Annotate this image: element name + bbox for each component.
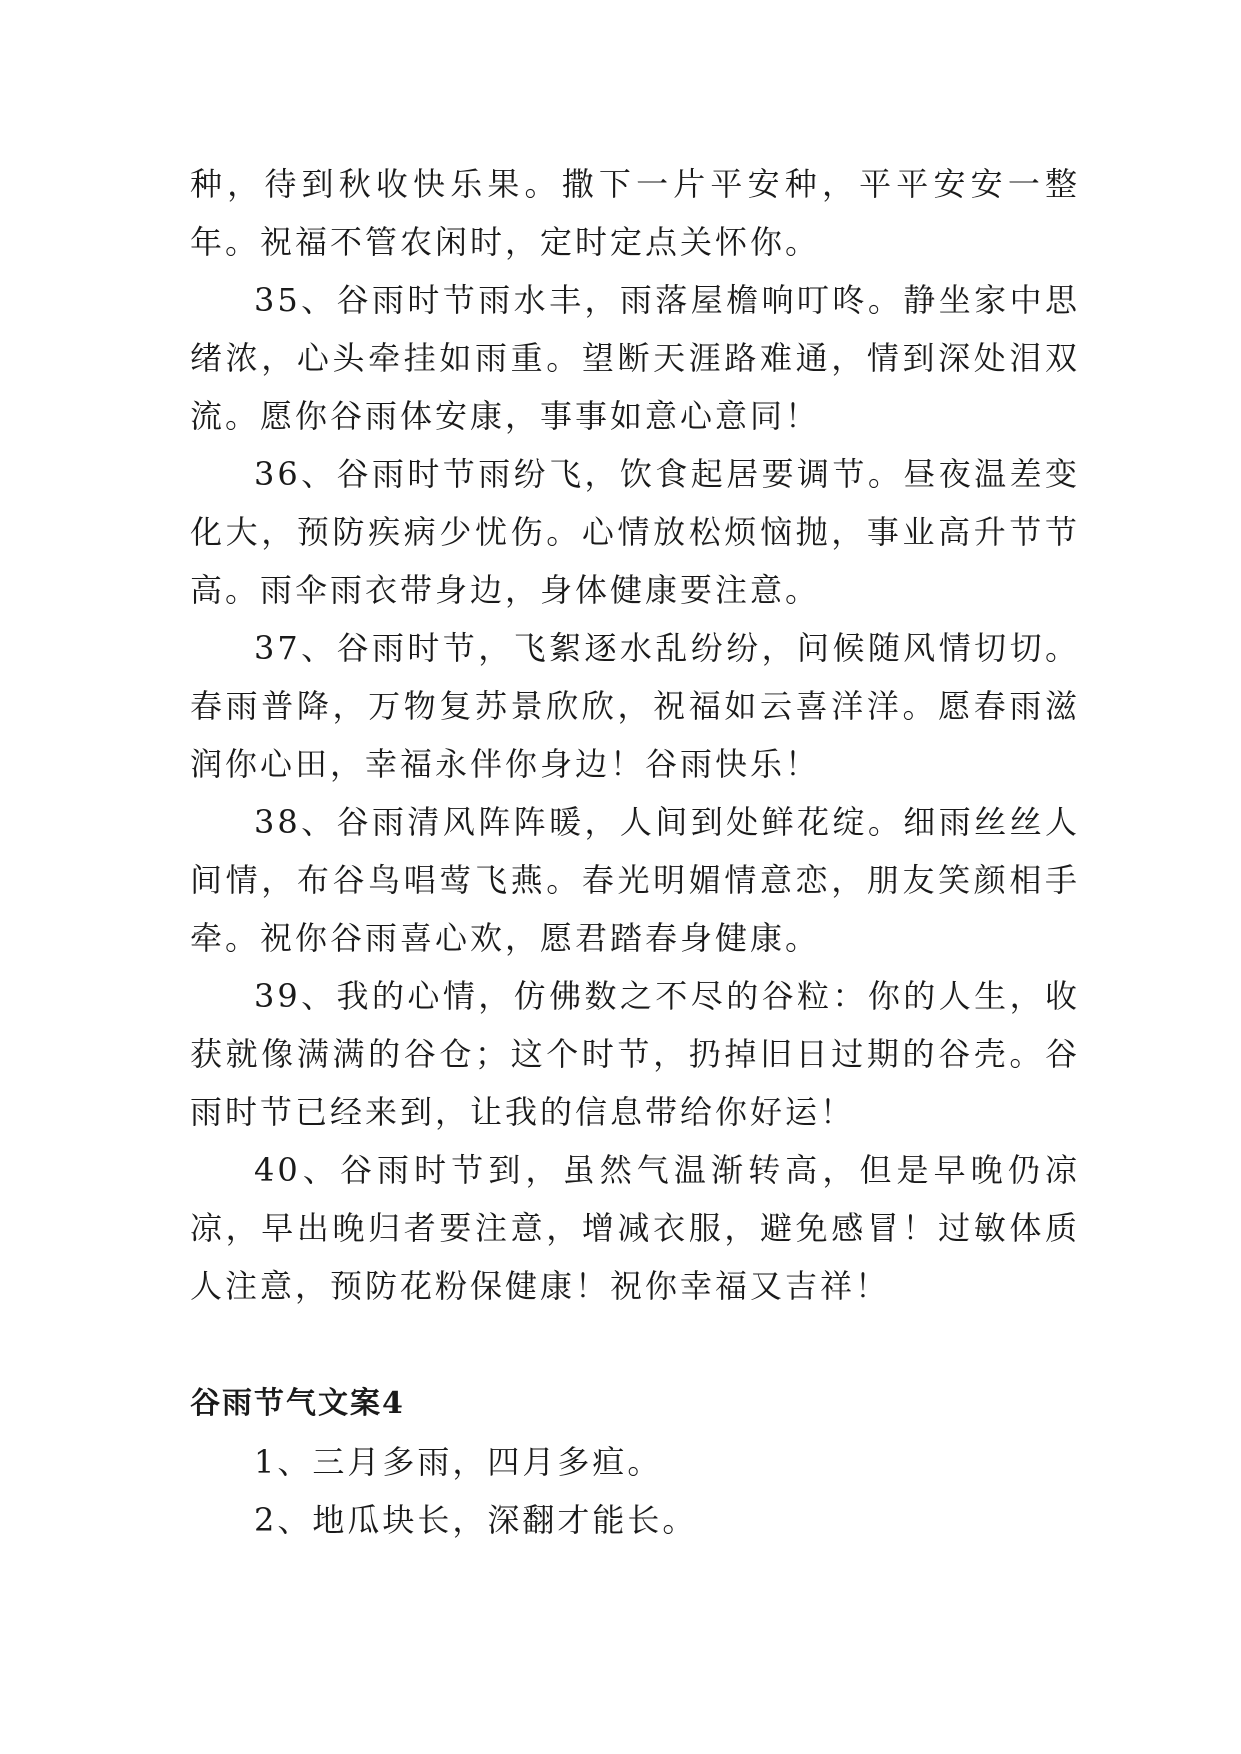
- section-heading: 谷雨节气文案4: [190, 1386, 405, 1421]
- list-item-2: 2、地瓜块长，深翻才能长。: [254, 1501, 698, 1539]
- paragraph-item-38: 38、谷雨清风阵阵暖，人间到处鲜花绽。细雨丝丝人间情，布谷鸟唱莺飞燕。春光明媚情意恋，朋友笑颜相手牵。祝你谷雨喜心欢，愿君踏春身健康。: [190, 803, 1080, 957]
- list-item-1: 1、三月多雨，四月多疸。: [254, 1443, 663, 1481]
- paragraph-continuation: 种，待到秋收快乐果。撒下一片平安种，平平安安一整年。祝福不管农闲时，定时定点关怀你。: [190, 165, 1080, 261]
- paragraph-item-39: 39、我的心情，仿佛数之不尽的谷粒：你的人生，收获就像满满的谷仓；这个时节，扔掉旧日过期的谷壳。谷雨时节已经来到，让我的信息带给你好运！: [190, 977, 1080, 1131]
- paragraph-item-35: 35、谷雨时节雨水丰，雨落屋檐响叮咚。静坐家中思绪浓，心头牵挂如雨重。望断天涯路难通，情到深处泪双流。愿你谷雨体安康，事事如意心意同！: [190, 281, 1080, 435]
- paragraph-item-36: 36、谷雨时节雨纷飞，饮食起居要调节。昼夜温差变化大，预防疾病少忧伤。心情放松烦恼抛，事业高升节节高。雨伞雨衣带身边，身体健康要注意。: [190, 455, 1080, 609]
- document-body: [190, 155, 1080, 1549]
- paragraph-item-40: 40、谷雨时节到，虽然气温渐转高，但是早晚仍凉凉，早出晚归者要注意，增减衣服，避免感冒！过敏体质人注意，预防花粉保健康！祝你幸福又吉祥！: [190, 1151, 1080, 1305]
- paragraph-item-37: 37、谷雨时节，飞絮逐水乱纷纷，问候随风情切切。春雨普降，万物复苏景欣欣，祝福如云喜洋洋。愿春雨滋润你心田，幸福永伴你身边！谷雨快乐！: [190, 629, 1080, 783]
